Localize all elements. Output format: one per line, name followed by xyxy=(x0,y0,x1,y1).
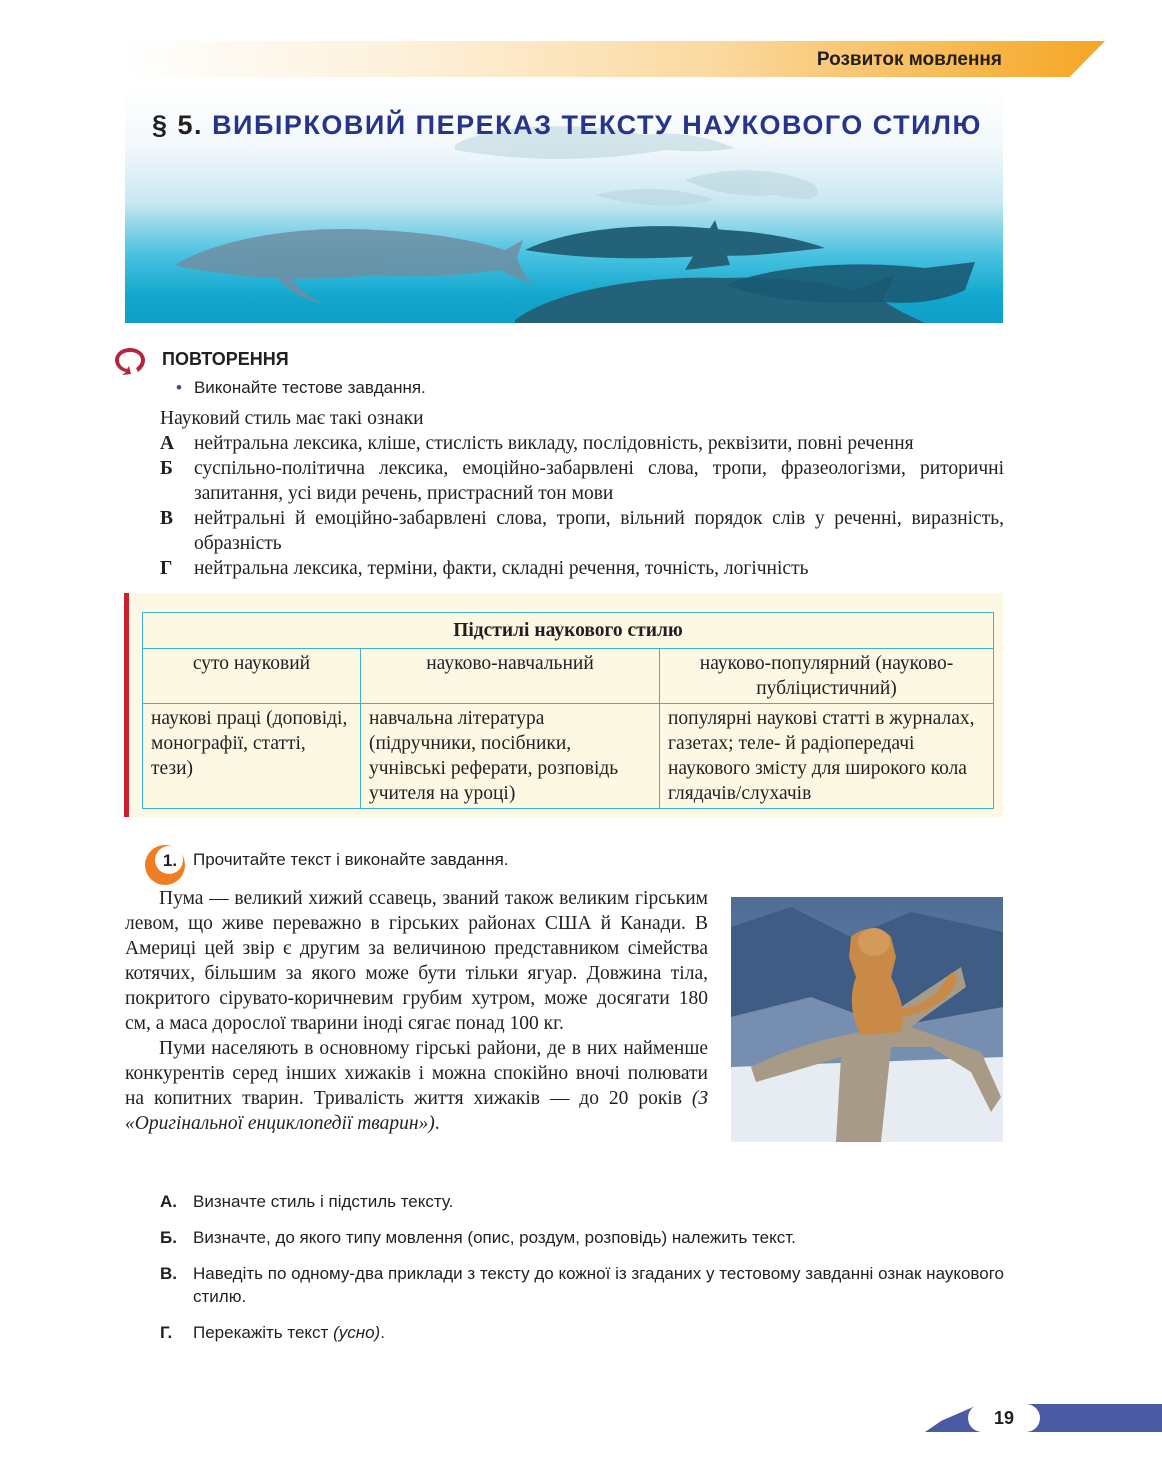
table-cell: наукові праці (доповіді, монографії, статті, тези) xyxy=(143,704,361,809)
passage-end: . xyxy=(434,1113,440,1134)
task-instruction: Прочитайте текст і виконайте завдання. xyxy=(193,850,509,869)
review-instruction xyxy=(176,378,426,398)
page-number: 19 xyxy=(968,1404,1040,1432)
passage-paragraph: Пума — великий хижий ссавець, званий також великим гірським левом, що живе переважно в гірських районах США й Канади. В Америці цей звір є другим за величиною представником сімейства котячих, більшим за якого може бути тільки ягуар. Довжина тіла, покритого сірувато-коричневим грубим хутром, може досягати 180 см, а маса дорослої тварини іноді сягає понад 100 кг. xyxy=(125,888,708,1034)
question-text: Перекажіть текст xyxy=(193,1323,334,1342)
puma-photo xyxy=(731,897,1003,1142)
review-instruction-text: Виконайте тестове завдання. xyxy=(193,378,426,397)
option-letter: Б xyxy=(160,458,173,479)
test-option xyxy=(160,456,1004,506)
bullet-icon: • xyxy=(176,378,182,397)
passage-text: Пуми населяють в основному гірські райони, де в них найменше конкурентів серед інших хижаків і можна спокійно вночі полювати на копитних тварин. Тривалість життя хижаків — до 20 років xyxy=(125,1038,708,1109)
question-text: Визначте, до якого типу мовлення (опис, роздум, розповідь) належить текст. xyxy=(193,1228,796,1247)
question-letter: А. xyxy=(160,1192,177,1211)
option-text: нейтральні й емоційно-забарвлені слова, тропи, вільний порядок слів у реченні, виразність, образність xyxy=(194,508,1004,554)
task-questions xyxy=(160,1190,1004,1357)
passage-paragraph xyxy=(125,1036,708,1136)
reading-passage xyxy=(125,886,708,1136)
table-header-cell: суто науковий xyxy=(143,649,361,704)
question-item xyxy=(160,1190,1004,1213)
question-text: Визначте стиль і підстиль тексту. xyxy=(193,1192,454,1211)
lesson-title-text: ВИБІРКОВИЙ ПЕРЕКАЗ ТЕКСТУ НАУКОВОГО СТИЛЮ xyxy=(212,110,982,140)
question-letter: Б. xyxy=(160,1228,177,1247)
option-letter: Г xyxy=(160,558,173,579)
review-title: ПОВТОРЕННЯ xyxy=(162,349,289,369)
passage-source: (З «Оригінальної енциклопедії тварин») xyxy=(125,1088,708,1134)
table-cell: популярні наукові статті в журналах, газетах; теле- й радіопередачі наукового змісту для широкого кола глядачів/слухачів xyxy=(660,704,994,809)
test-option xyxy=(160,431,1004,456)
test-stem: Науковий стиль має такі ознаки xyxy=(160,408,424,429)
test-option xyxy=(160,556,1004,581)
question-item xyxy=(160,1226,1004,1249)
option-letter: В xyxy=(160,508,174,529)
option-letter: А xyxy=(160,433,175,454)
puma-illustration xyxy=(731,897,1003,1142)
review-icon xyxy=(113,346,147,376)
table-cell: навчальна література (підручники, посібники, учнівські реферати, розповідь учителя на уроці) xyxy=(361,704,660,809)
option-text: нейтральна лексика, кліше, стислість викладу, послідовність, реквізити, повні речення xyxy=(194,433,914,454)
section-label: Розвиток мовлення xyxy=(816,49,1002,70)
question-item xyxy=(160,1321,1004,1344)
question-note: (усно) xyxy=(333,1323,381,1342)
table-header-cell: науково-навчальний xyxy=(361,649,660,704)
task-number-badge xyxy=(143,843,187,887)
table-header-cell: науково-популярний (науково-публіцистичний) xyxy=(660,649,994,704)
lesson-number: § 5. xyxy=(152,110,204,140)
table-title: Підстилі наукового стилю xyxy=(143,613,994,649)
test-question xyxy=(160,406,1004,581)
substyles-table xyxy=(142,612,994,809)
question-text: Наведіть по одному-два приклади з тексту до кожної із згаданих у тестовому завданні ознак наукового стилю. xyxy=(193,1264,1004,1306)
task-number: 1. xyxy=(162,851,178,870)
lesson-title xyxy=(152,110,982,141)
question-end: . xyxy=(380,1323,385,1342)
test-option xyxy=(160,506,1004,556)
option-text: суспільно-політична лексика, емоційно-забарвлені слова, тропи, фразеологізми, риторичні запитання, усі види речень, пристрасний тон мови xyxy=(194,458,1004,504)
question-letter: В. xyxy=(160,1264,177,1283)
option-text: нейтральна лексика, терміни, факти, складні речення, точність, логічність xyxy=(194,558,809,579)
question-letter: Г. xyxy=(160,1323,173,1342)
question-item xyxy=(160,1262,1004,1308)
